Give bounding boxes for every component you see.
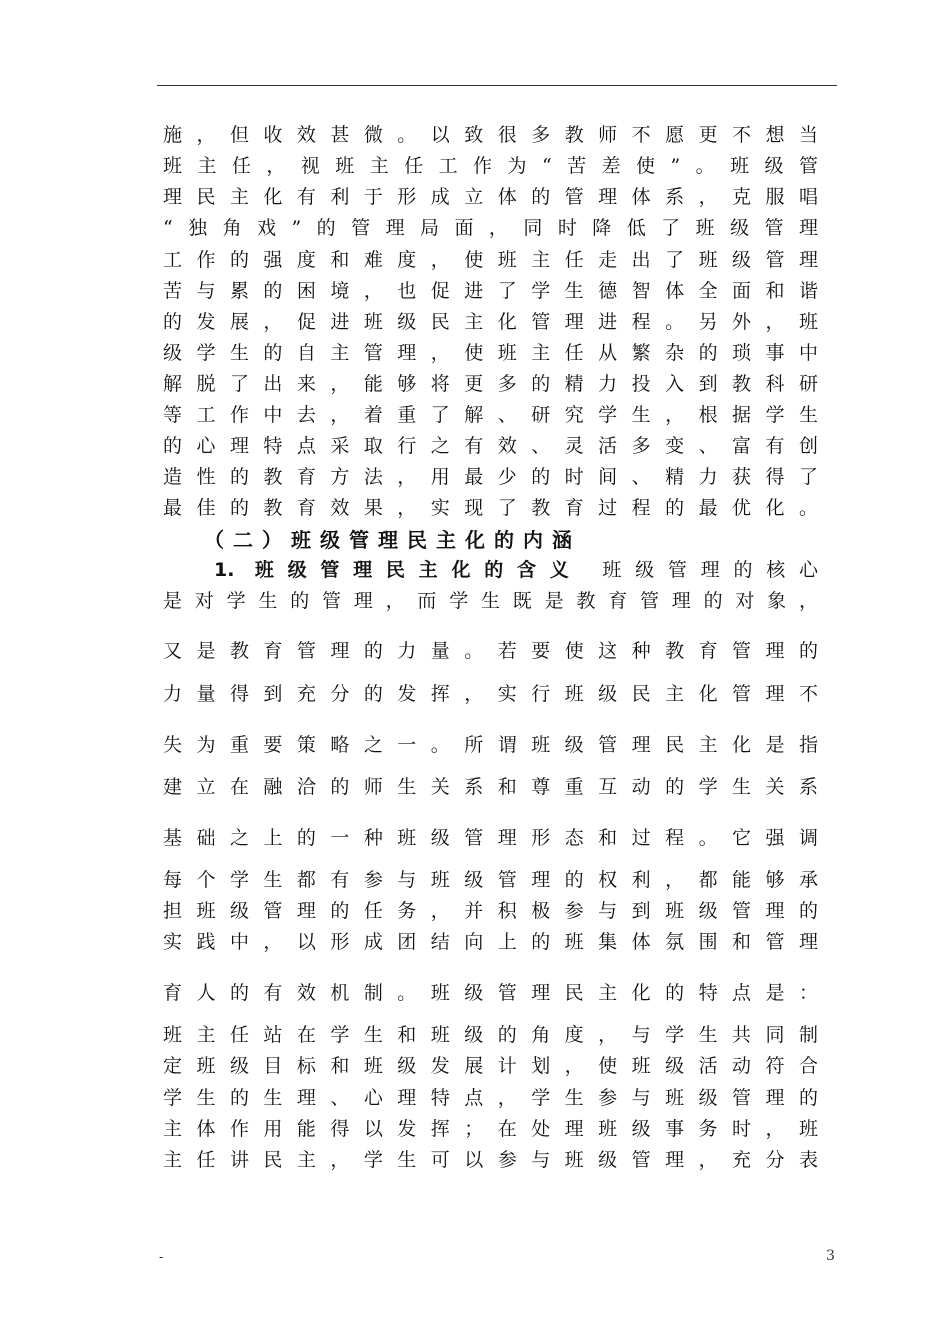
text-line: 施，但收效甚微。以致很多教师不愿更不想当 bbox=[163, 124, 818, 146]
text-line: 失为重要策略之一。所谓班级管理民主化是指 bbox=[163, 734, 818, 756]
subheading: 1. 班级管理民主化的含义 bbox=[214, 559, 583, 581]
text-line: 的发展，促进班级民主化管理进程。另外，班 bbox=[163, 311, 818, 333]
text-line: 建立在融洽的师生关系和尊重互动的学生关系 bbox=[163, 776, 818, 798]
footer-dash: - bbox=[159, 1250, 164, 1265]
text-line: 育人的有效机制。班级管理民主化的特点是： bbox=[163, 982, 818, 1004]
text-line: 是对学生的管理，而学生既是教育管理的对象， bbox=[163, 590, 818, 612]
text-line: 担班级管理的任务，并积极参与到班级管理的 bbox=[163, 900, 818, 922]
text-line: 等工作中去，着重了解、研究学生，根据学生 bbox=[163, 404, 818, 426]
text-line: 工作的强度和难度，使班主任走出了班级管理 bbox=[163, 249, 818, 271]
section-heading: （二）班级管理民主化的内涵 bbox=[204, 528, 581, 552]
subheading-text: 班级管理的核心 bbox=[602, 559, 818, 581]
text-line: 基础之上的一种班级管理形态和过程。它强调 bbox=[163, 827, 818, 849]
text-line: 解脱了出来，能够将更多的精力投入到教科研 bbox=[163, 373, 818, 395]
text-line: 班主任，视班主任工作为“苦差使”。班级管 bbox=[163, 155, 818, 177]
text-line: “独角戏”的管理局面，同时降低了班级管理 bbox=[163, 217, 818, 239]
text-line: 每个学生都有参与班级管理的权利，都能够承 bbox=[163, 869, 818, 891]
subheading-line bbox=[214, 555, 818, 586]
text-line: 又是教育管理的力量。若要使这种教育管理的 bbox=[163, 640, 818, 662]
text-line: 班主任站在学生和班级的角度，与学生共同制 bbox=[163, 1024, 818, 1046]
text-line: 最佳的教育效果，实现了教育过程的最优化。 bbox=[163, 497, 818, 519]
text-line: 造性的教育方法，用最少的时间、精力获得了 bbox=[163, 466, 818, 488]
text-line: 实践中，以形成团结向上的班集体氛围和管理 bbox=[163, 931, 818, 953]
text-line: 级学生的自主管理，使班主任从繁杂的琐事中 bbox=[163, 342, 818, 364]
text-line: 的心理特点采取行之有效、灵活多变、富有创 bbox=[163, 435, 818, 457]
text-line: 主体作用能得以发挥；在处理班级事务时，班 bbox=[163, 1118, 818, 1140]
text-line: 力量得到充分的发挥，实行班级民主化管理不 bbox=[163, 683, 818, 705]
header-rule bbox=[157, 85, 837, 86]
text-line: 主任讲民主，学生可以参与班级管理，充分表 bbox=[163, 1149, 818, 1171]
text-line: 定班级目标和班级发展计划，使班级活动符合 bbox=[163, 1055, 818, 1077]
page-number: 3 bbox=[826, 1248, 835, 1264]
text-line: 学生的生理、心理特点，学生参与班级管理的 bbox=[163, 1087, 818, 1109]
text-line: 理民主化有利于形成立体的管理体系，克服唱 bbox=[163, 186, 818, 208]
text-line: 苦与累的困境，也促进了学生德智体全面和谐 bbox=[163, 280, 818, 302]
